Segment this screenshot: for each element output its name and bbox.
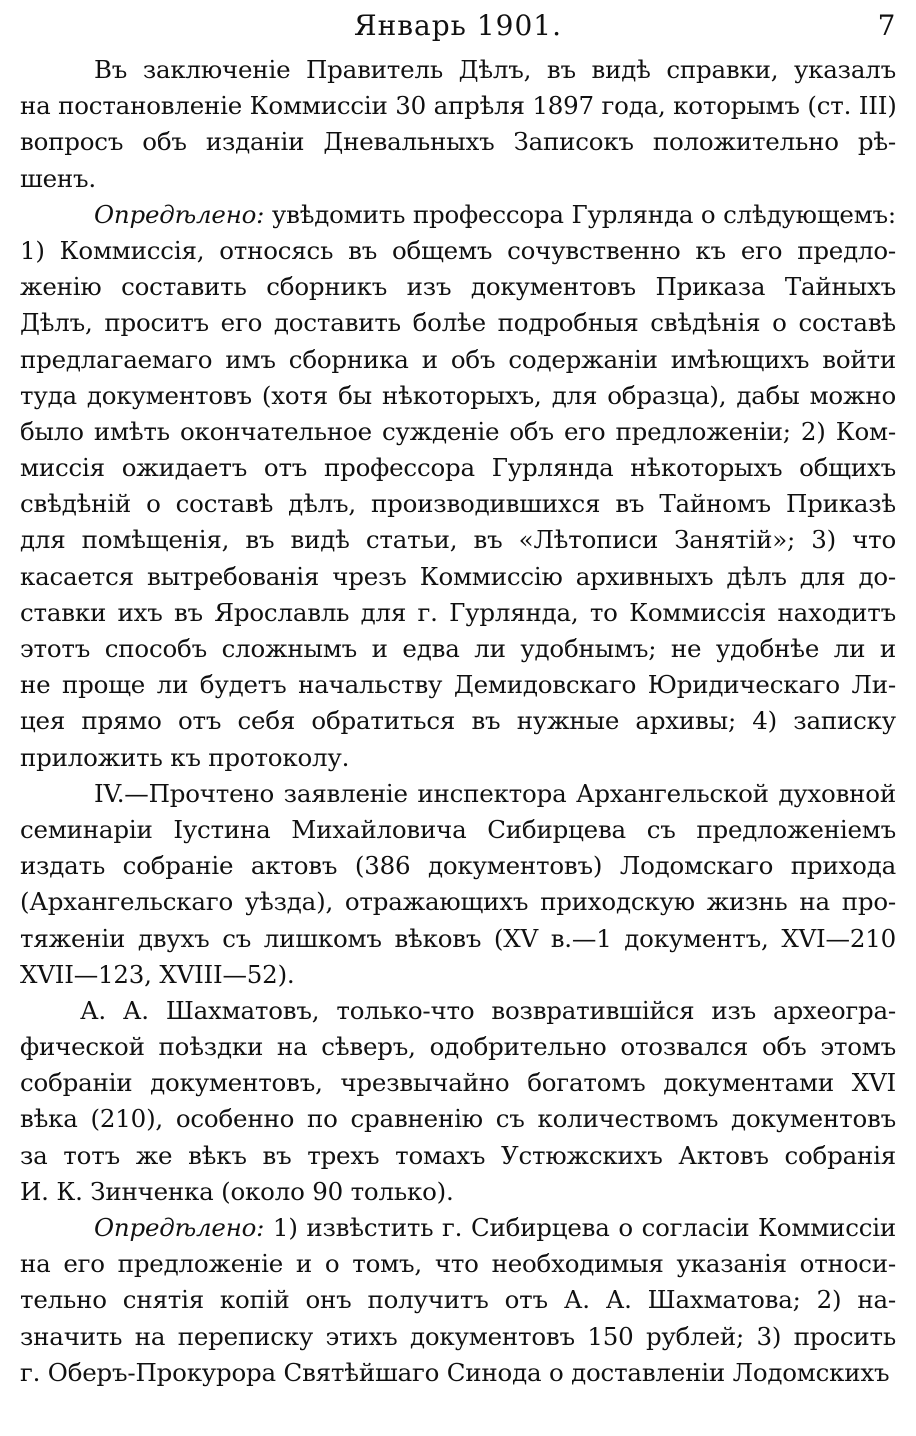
text-line <box>20 1101 896 1137</box>
line-text: значить на переписку этихъ документовъ 150 рублей; 3) просить <box>20 1321 896 1351</box>
line-text: вопросъ объ изданіи Дневальныхъ Записокъ положительно рѣ- <box>20 127 896 157</box>
body-text <box>20 52 896 1391</box>
line-text: вѣка (210), особенно по сравненію съ количествомъ документовъ <box>20 1104 896 1134</box>
text-line <box>20 342 896 378</box>
line-text: свѣдѣній о составѣ дѣлъ, производившихся въ Тайномъ Приказѣ <box>20 489 896 519</box>
paragraph <box>20 197 896 776</box>
line-text: цея прямо отъ себя обратиться въ нужные архивы; 4) записку <box>20 706 896 736</box>
text-line <box>20 450 896 486</box>
paragraph <box>20 993 896 1210</box>
line-text: для помѣщенія, въ видѣ статьи, въ «Лѣтописи Занятій»; 3) что <box>20 525 896 555</box>
text-line <box>20 1282 896 1318</box>
text-line <box>20 269 896 305</box>
line-text: 1) извѣстить г. Сибирцева о согласіи Коммиссіи <box>264 1213 896 1242</box>
text-line <box>20 1174 896 1210</box>
text-line <box>20 776 896 812</box>
running-title: Январь 1901. <box>354 9 562 42</box>
line-text: г. Оберъ-Прокурора Святѣйшаго Синода о доставленіи Лодомскихъ <box>20 1357 890 1387</box>
text-line <box>20 812 896 848</box>
line-text: Дѣлъ, проситъ его доставить болѣе подробныя свѣдѣнія о составѣ <box>20 308 896 338</box>
page-number: 7 <box>877 9 896 42</box>
book-page <box>20 8 896 1391</box>
text-line <box>20 124 896 160</box>
text-line <box>20 378 896 414</box>
text-line <box>20 1210 896 1246</box>
text-line <box>20 848 896 884</box>
text-line <box>20 703 896 739</box>
text-line <box>20 1246 896 1282</box>
line-text: за тотъ же вѣкъ въ трехъ томахъ Устюжскихъ Актовъ собранія <box>20 1140 896 1170</box>
line-text: тяженіи двухъ съ лишкомъ вѣковъ (XV в.—1 документъ, XVI—210 <box>20 923 896 953</box>
text-line <box>20 233 896 269</box>
text-line <box>20 52 896 88</box>
line-text: было имѣть окончательное сужденіе объ его предложеніи; 2) Ком- <box>20 416 896 446</box>
line-text: туда документовъ (хотя бы нѣкоторыхъ, для образца), дабы можно <box>20 380 896 410</box>
line-text: касается вытребованія чрезъ Коммиссію архивныхъ дѣлъ для до- <box>20 561 896 591</box>
line-text: женію составить сборникъ изъ документовъ Приказа Тайныхъ <box>20 272 896 302</box>
lead-italic: Опредѣлено: <box>94 199 265 229</box>
line-text: шенъ. <box>20 163 96 193</box>
text-line <box>20 993 896 1029</box>
line-text: Въ заключеніе Правитель Дѣлъ, въ видѣ справки, указалъ <box>94 55 896 84</box>
text-line <box>20 884 896 920</box>
text-line <box>20 559 896 595</box>
text-line <box>20 414 896 450</box>
text-line <box>20 1065 896 1101</box>
line-text: ставки ихъ въ Ярославль для г. Гурлянда, то Коммиссія находитъ <box>20 597 896 627</box>
lead-italic: Опредѣлено: <box>94 1213 265 1242</box>
line-text: увѣдомить профессора Гурлянда о слѣдующемъ: <box>264 199 896 229</box>
line-text: этотъ способъ сложнымъ и едва ли удобнымъ; не удобнѣе ли и <box>20 634 896 663</box>
text-line <box>20 667 896 703</box>
text-line <box>20 1138 896 1174</box>
text-line <box>20 740 896 776</box>
text-line <box>20 197 896 233</box>
line-text: издать собраніе актовъ (386 документовъ) Лодомскаго прихода <box>20 851 896 881</box>
line-text: миссія ожидаетъ отъ профессора Гурлянда нѣкоторыхъ общихъ <box>20 453 896 483</box>
text-line <box>20 631 896 667</box>
paragraph <box>20 1210 896 1391</box>
line-text: тельно снятія копій онъ получитъ отъ А. А. Шахматова; 2) на- <box>20 1285 896 1315</box>
text-line <box>20 957 896 993</box>
text-line <box>20 1029 896 1065</box>
line-text: на постановленіе Коммиссіи 30 апрѣля 1897 года, которымъ (ст. III) <box>20 91 897 121</box>
line-text: (Архангельскаго уѣзда), отражающихъ приходскую жизнь на про- <box>20 887 896 917</box>
running-header <box>20 8 896 52</box>
line-text: 1) Коммиссія, относясь въ общемъ сочувственно къ его предло- <box>20 235 896 265</box>
line-text: И. К. Зинченка (около 90 только). <box>20 1176 454 1206</box>
line-text: предлагаемаго имъ сборника и объ содержаніи имѣющихъ войти <box>20 344 896 374</box>
line-text: на его предложеніе и о томъ, что необходимыя указанія относи- <box>20 1249 896 1279</box>
line-text: IV.—Прочтено заявленіе инспектора Архангельской духовной <box>94 778 896 808</box>
text-line <box>20 486 896 522</box>
text-line <box>20 305 896 341</box>
paragraph <box>20 776 896 993</box>
line-text: А. А. Шахматовъ, только-что возвратившійся изъ археогра- <box>80 995 896 1025</box>
text-line <box>20 595 896 631</box>
line-text: семинаріи Іустина Михайловича Сибирцева съ предложеніемъ <box>20 814 896 844</box>
paragraph <box>20 52 896 197</box>
line-text: не проще ли будетъ начальству Демидовскаго Юридическаго Ли- <box>20 670 896 700</box>
text-line <box>20 88 896 124</box>
text-line <box>20 161 896 197</box>
line-text: приложить къ протоколу. <box>20 742 350 772</box>
line-text: собраніи документовъ, чрезвычайно богатомъ документами XVI <box>20 1068 896 1098</box>
line-text: XVII—123, XVIII—52). <box>20 959 295 989</box>
line-text: фической поѣздки на сѣверъ, одобрительно отозвался объ этомъ <box>20 1032 896 1062</box>
text-line <box>20 1355 896 1391</box>
text-line <box>20 1319 896 1355</box>
text-line <box>20 921 896 957</box>
text-line <box>20 522 896 558</box>
